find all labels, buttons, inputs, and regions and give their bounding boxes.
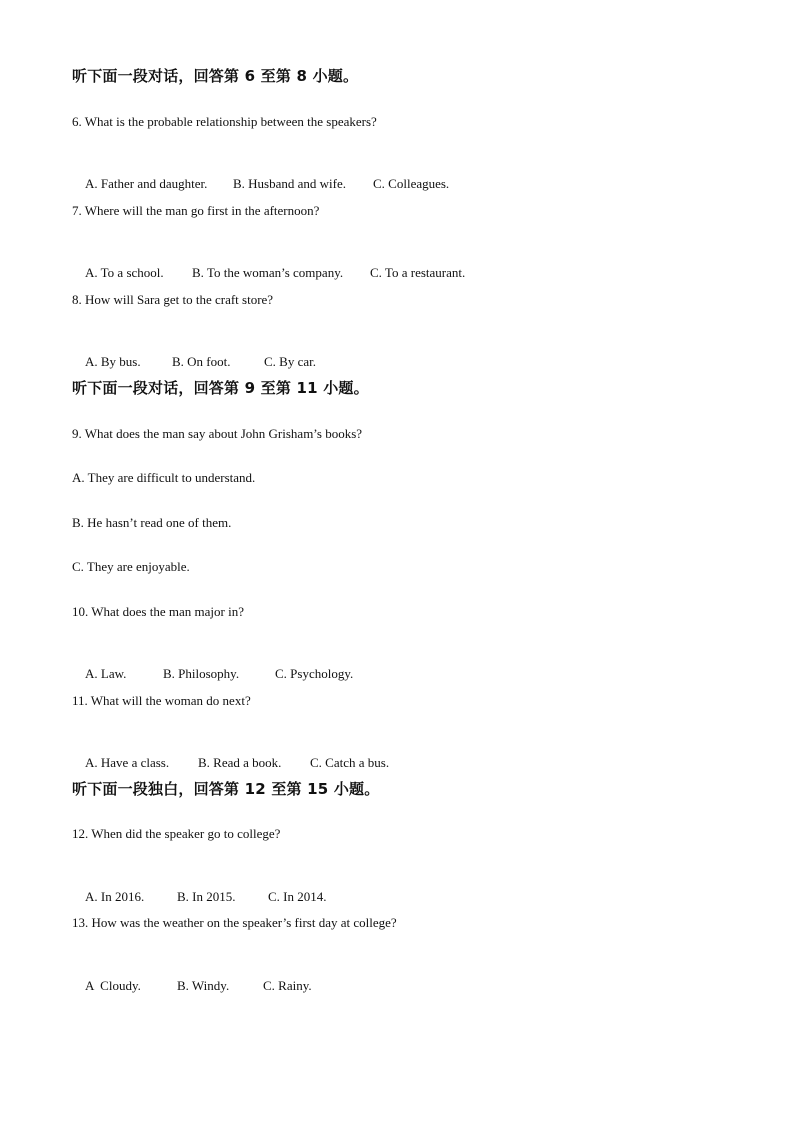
question-13-options: [72, 959, 312, 1013]
question-13: 13. How was the weather on the speaker’s first day at college?: [72, 915, 397, 930]
option-b: B. Read a book.: [198, 755, 282, 770]
option-a: A. To a school.: [85, 265, 164, 280]
option-c: C. By car.: [264, 354, 316, 369]
question-11: 11. What will the woman do next?: [72, 693, 251, 708]
option-c: C. To a restaurant.: [370, 265, 466, 280]
section-heading: 听下面一段对话，回答第 9 至第 11 小题。: [72, 379, 369, 397]
question-6: 6. What is the probable relationship between the speakers?: [72, 114, 377, 129]
option-c: C. Catch a bus.: [310, 755, 390, 770]
option-b: B. In 2015.: [177, 889, 236, 904]
option-a: A Cloudy.: [85, 978, 141, 993]
question-7: 7. Where will the man go first in the afternoon?: [72, 203, 320, 218]
option-b: B. Windy.: [177, 978, 230, 993]
option-b: B. On foot.: [172, 354, 231, 369]
option-b: B. Philosophy.: [163, 666, 240, 681]
question-9-option-a: A. They are difficult to understand.: [72, 470, 256, 485]
option-c: C. Psychology.: [275, 666, 354, 681]
question-9-option-c: C. They are enjoyable.: [72, 559, 190, 574]
option-a: A. In 2016.: [85, 889, 145, 904]
option-b: B. Husband and wife.: [233, 176, 347, 191]
option-c: C. Rainy.: [263, 978, 312, 993]
option-c: C. In 2014.: [268, 889, 327, 904]
option-c: C. Colleagues.: [373, 176, 450, 191]
question-9: 9. What does the man say about John Grisham’s books?: [72, 426, 363, 441]
section-heading: 听下面一段独白，回答第 12 至第 15 小题。: [72, 780, 380, 798]
question-12: 12. When did the speaker go to college?: [72, 826, 281, 841]
option-a: A. Father and daughter.: [85, 176, 208, 191]
question-9-option-b: B. He hasn’t read one of them.: [72, 515, 232, 530]
question-8: 8. How will Sara get to the craft store?: [72, 292, 274, 307]
option-b: B. To the woman’s company.: [192, 265, 344, 280]
option-a: A. By bus.: [85, 354, 141, 369]
question-10: 10. What does the man major in?: [72, 604, 244, 619]
option-a: A. Law.: [85, 666, 127, 681]
option-a: A. Have a class.: [85, 755, 170, 770]
section-heading: 听下面一段对话，回答第 6 至第 8 小题。: [72, 67, 359, 85]
